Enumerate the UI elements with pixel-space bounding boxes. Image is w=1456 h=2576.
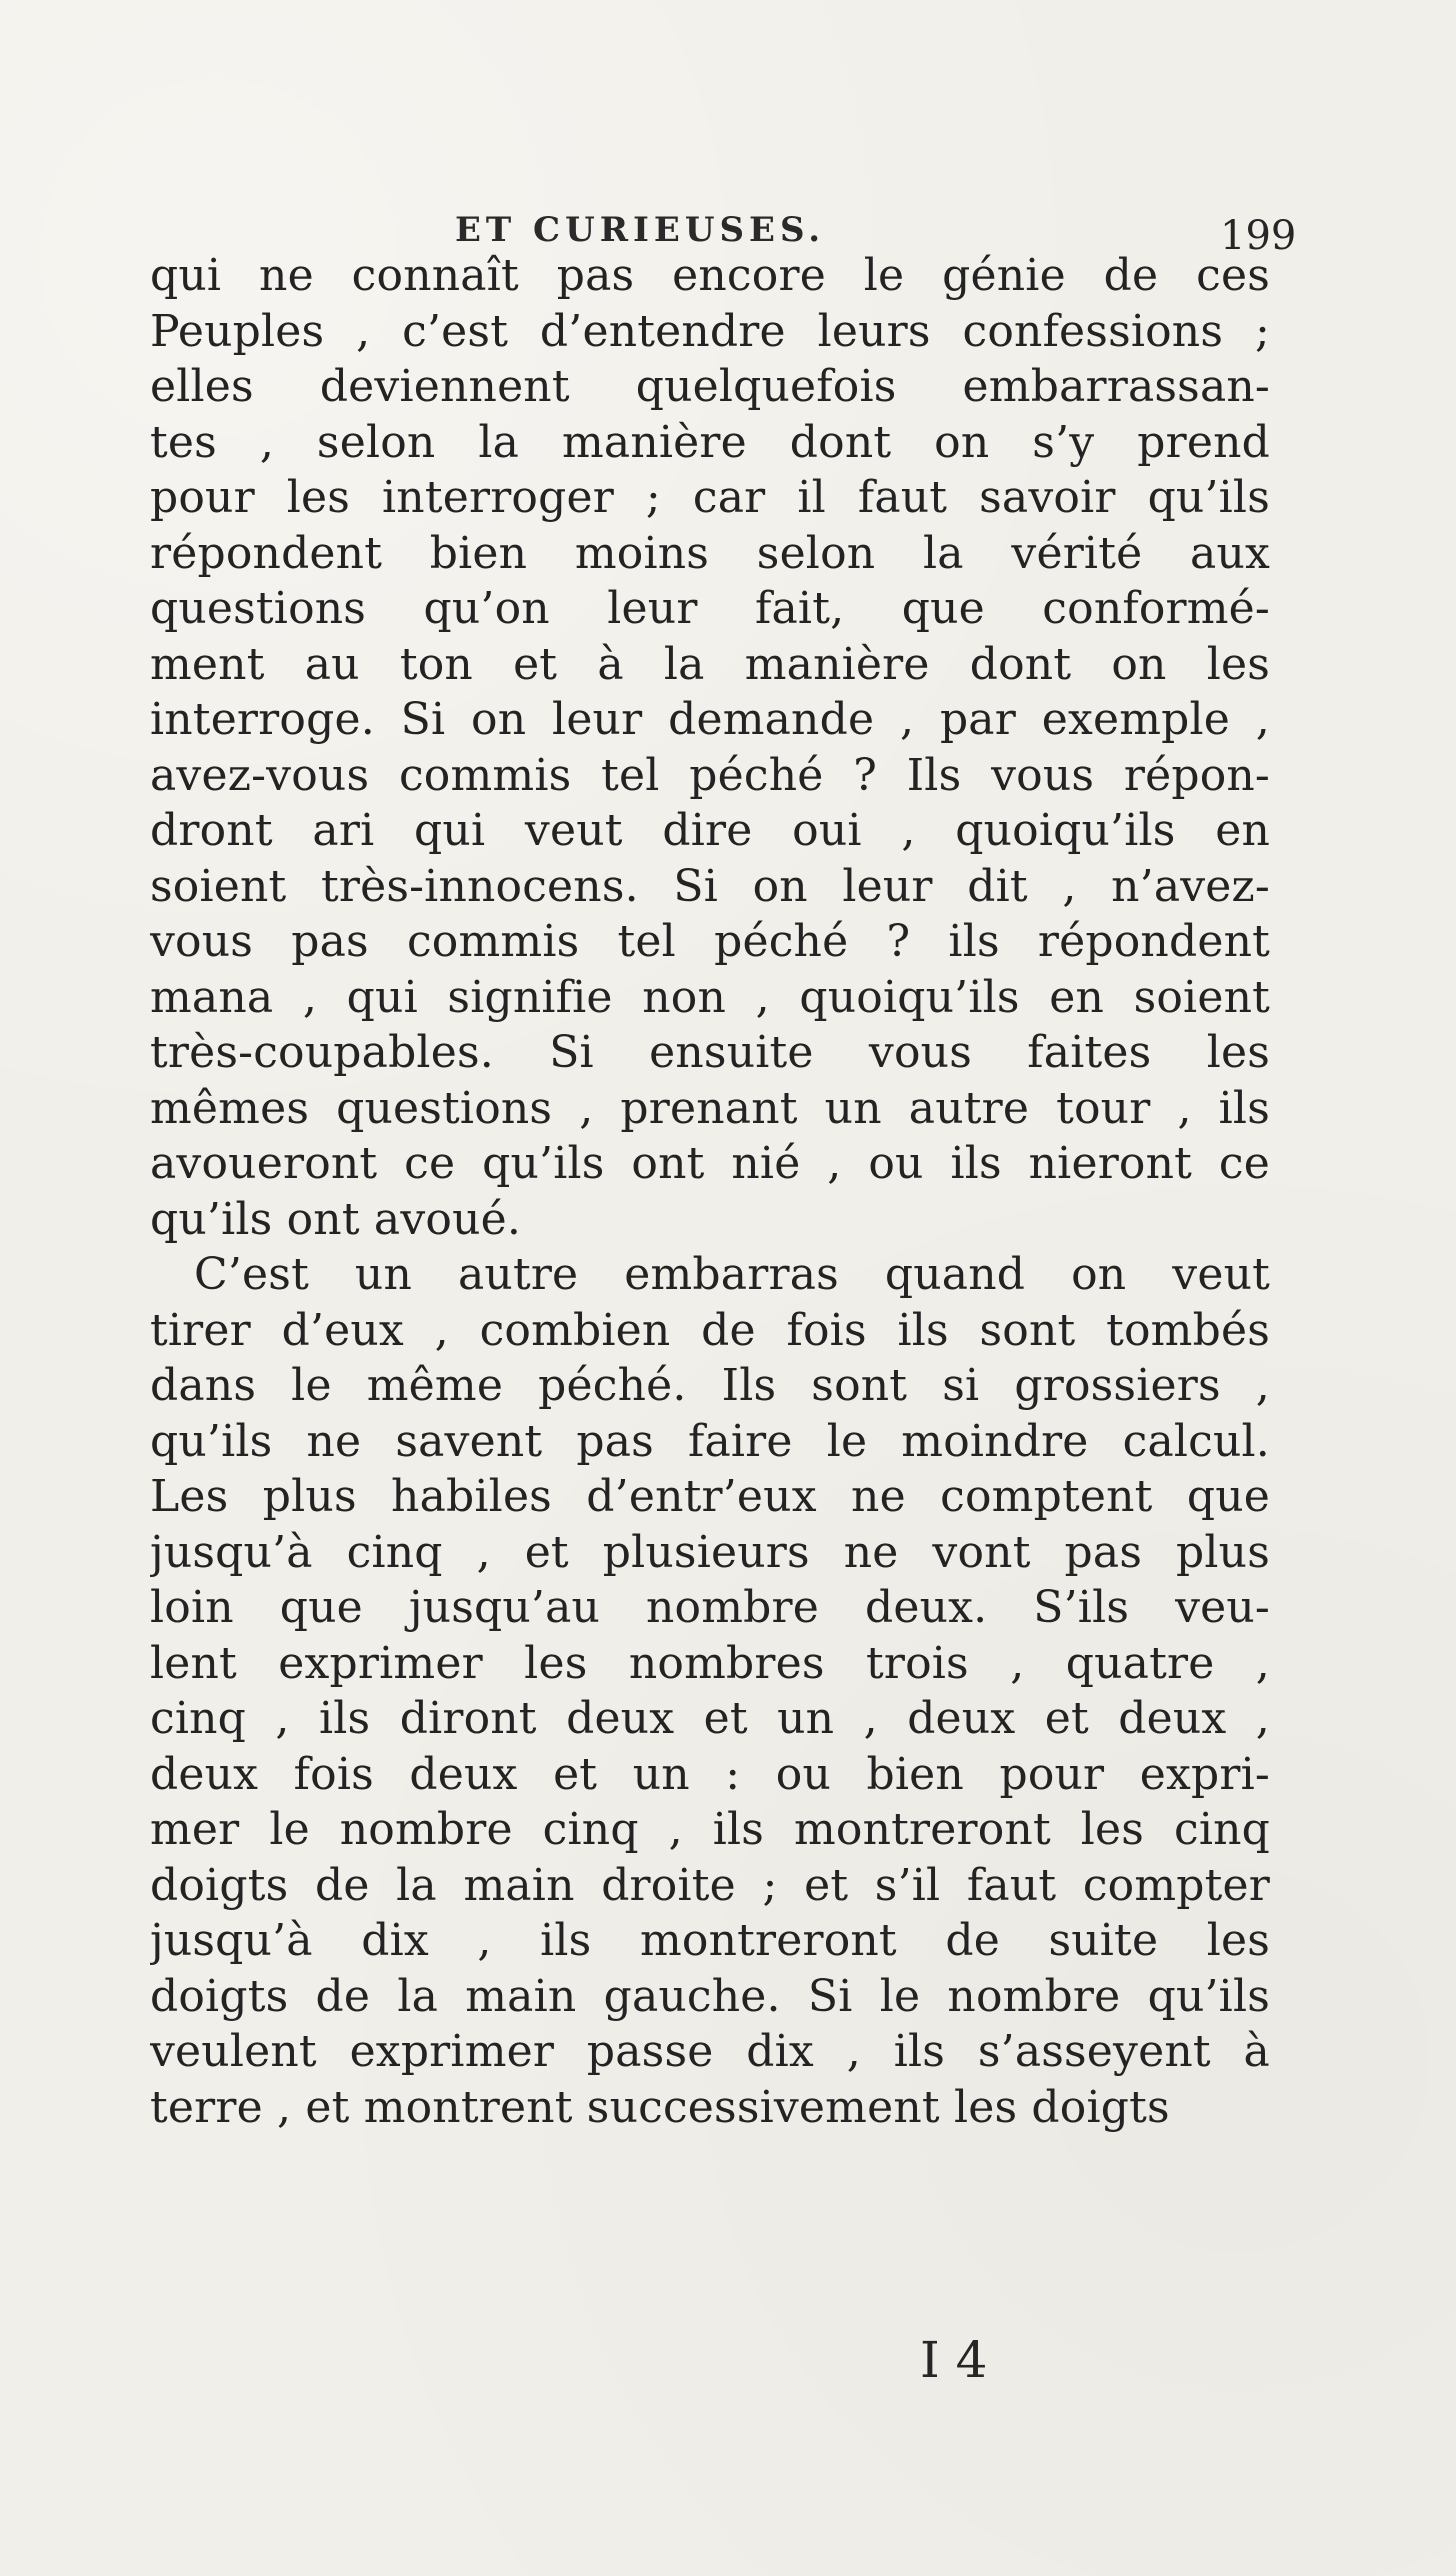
text-line: qu’ils ont avoué. xyxy=(150,1193,522,1245)
text-line: questions qu’on leur fait, que conformé- xyxy=(150,583,1270,634)
text-line: interroge. Si on leur demande , par exemple , xyxy=(150,694,1270,745)
body-text xyxy=(150,248,1270,2135)
text-line: doigts de la main droite ; et s’il faut compter xyxy=(150,1859,1270,1911)
text-line: jusqu’à dix , ils montreront de suite les xyxy=(150,1915,1270,1966)
text-line: qui ne connaît pas encore le génie de ces xyxy=(150,250,1270,301)
text-line: tes , selon la manière dont on s’y prend xyxy=(150,416,1270,468)
text-line: deux fois deux et un : ou bien pour expri- xyxy=(150,1748,1270,1800)
text-line: dront ari qui veut dire oui , quoiqu’ils en xyxy=(150,805,1270,856)
text-line: avoueront ce qu’ils ont nié , ou ils nieront ce xyxy=(150,1138,1270,1189)
text-line: tirer d’eux , combien de fois ils sont tombés xyxy=(150,1304,1270,1356)
text-line: mana , qui signifie non , quoiqu’ils en soient xyxy=(150,971,1270,1023)
text-line: veulent exprimer passe dix , ils s’asseyent à xyxy=(150,2026,1270,2077)
text-line: très-coupables. Si ensuite vous faites les xyxy=(150,1027,1270,1078)
text-line: cinq , ils diront deux et un , deux et deux , xyxy=(150,1693,1270,1744)
running-title: ET CURIEUSES. xyxy=(455,210,826,250)
text-line: terre , et montrent successivement les doigts xyxy=(150,2081,1170,2133)
page-number: 199 xyxy=(1220,213,1297,259)
text-line: dans le même péché. Ils sont si grossiers , xyxy=(150,1360,1270,1411)
text-line: Peuples , c’est d’entendre leurs confessions ; xyxy=(150,305,1270,357)
text-line: Les plus habiles d’entr’eux ne comptent que xyxy=(150,1471,1270,1522)
text-line: mer le nombre cinq , ils montreront les cinq xyxy=(150,1804,1270,1855)
text-line: avez-vous commis tel péché ? Ils vous répon- xyxy=(150,749,1270,801)
text-line: qu’ils ne savent pas faire le moindre calcul. xyxy=(150,1415,1270,1467)
text-line: ment au ton et à la manière dont on les xyxy=(150,638,1270,690)
text-line: doigts de la main gauche. Si le nombre qu’ils xyxy=(150,1970,1270,2022)
text-line: pour les interroger ; car il faut savoir qu’ils xyxy=(150,472,1270,523)
paragraph-start-line: C’est un autre embarras quand on veut xyxy=(194,1249,1270,1300)
text-line: mêmes questions , prenant un autre tour , ils xyxy=(150,1082,1270,1134)
text-line: soient très-innocens. Si on leur dit , n’avez- xyxy=(150,860,1270,912)
text-line: lent exprimer les nombres trois , quatre , xyxy=(150,1637,1270,1689)
text-line: elles deviennent quelquefois embarrassan- xyxy=(150,361,1270,412)
text-line: vous pas commis tel péché ? ils répondent xyxy=(150,916,1270,967)
text-line: loin que jusqu’au nombre deux. S’ils veu- xyxy=(150,1582,1270,1633)
text-line: répondent bien moins selon la vérité aux xyxy=(150,527,1270,579)
text-line: jusqu’à cinq , et plusieurs ne vont pas plus xyxy=(150,1526,1270,1578)
signature-mark: I 4 xyxy=(920,2331,988,2389)
